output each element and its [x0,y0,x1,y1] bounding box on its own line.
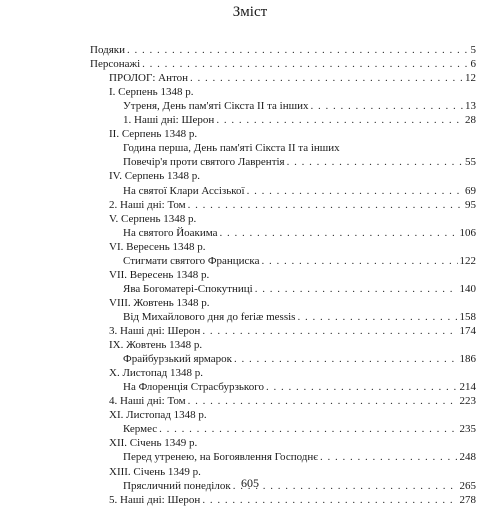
toc-entry [109,296,476,310]
toc-entry-page: 248 [459,451,476,464]
toc-entry [123,254,476,268]
toc-entry [123,450,476,464]
toc-entry-label: Утреня, День пам'яті Сікста II та інших [123,100,309,113]
toc-entry-label: 2. Наші дні: Том [109,198,186,211]
toc-entry-label: II. Серпень 1348 р. [109,128,198,141]
toc-entry-label: Ява Богоматері-Спокутниці [123,282,253,295]
toc-entry-label: На Флоренція Страсбурзького [123,381,264,394]
toc-entry-label: XI. Листопад 1348 р. [109,409,207,422]
toc-entry-label: Персонажі [90,58,141,71]
toc-entry-page: 69 [465,184,476,197]
toc-entry-page: 55 [465,156,476,169]
toc-entry-label: VI. Вересень 1348 р. [109,240,206,253]
dot-leader [287,155,463,169]
toc-entry-label: Фрайбурзький ярмарок [123,353,233,366]
toc-entry [109,71,476,85]
toc-entry [90,57,476,71]
dot-leader [190,71,463,85]
toc-entry-label: I. Серпень 1348 р. [109,86,194,99]
toc-entry-page: 28 [465,114,476,127]
toc-entry-label: IX. Жовтень 1348 р. [109,339,203,352]
dot-leader [188,394,458,408]
toc-entry [109,338,476,352]
toc-entry [109,212,476,226]
toc-entry-page: 5 [470,44,476,56]
toc-entry-page: 223 [459,395,476,408]
toc-entry [123,352,476,366]
page-title: Зміст [232,4,268,20]
toc-entry [109,394,476,408]
dot-leader [220,226,458,240]
toc-entry-page: 235 [459,423,476,436]
toc-entry [123,141,476,155]
toc-entry-label: 1. Наші дні: Шерон [123,114,215,127]
toc-entry-label: На святої Клари Ассізької [123,184,245,197]
toc-entry-label: Подяки [90,44,126,56]
toc-entry-label: Прясличний понеділок [123,479,231,492]
toc-entry-label: VIII. Жовтень 1348 р. [109,296,210,309]
toc-entry-label: Повечір'я проти святого Лаврентія [123,156,285,169]
toc-entry-page: 214 [459,381,476,394]
toc-entry [109,85,476,99]
dot-leader [142,57,468,71]
dot-leader [255,282,458,296]
toc-entry-page: 95 [465,198,476,211]
toc-entry-page: 140 [459,282,476,295]
dot-leader [311,99,464,113]
dot-leader [159,422,457,436]
toc-entry-page: 174 [459,325,476,337]
dot-leader [247,184,463,198]
toc-entry [90,43,476,57]
toc-entry-page: 158 [459,310,476,323]
toc-entry [123,113,476,127]
toc-entry-page: 106 [459,226,476,239]
dot-leader [234,352,457,366]
toc-entry-page: 12 [465,72,476,85]
toc-entry-label: 4. Наші дні: Том [109,395,186,408]
toc-entry-page: 13 [465,100,476,113]
toc-entry [109,198,476,212]
toc-entry-page: 278 [459,493,476,506]
toc-entry [109,408,476,422]
toc-entry-label: Перед утренею, на Богоявлення Господнє [123,451,318,464]
toc-entry-label: 3. Наші дні: Шерон [109,325,201,337]
dot-leader [127,43,468,57]
dot-leader [320,450,458,464]
dot-leader [266,380,458,394]
toc-entry-page: 6 [470,58,476,71]
toc-entry-label: Стигмати святого Франциска [123,254,260,267]
toc-entry-label: IV. Серпень 1348 р. [109,170,200,183]
toc-entry [109,366,476,380]
dot-leader [262,254,458,268]
toc-entry-label: V. Серпень 1348 р. [109,212,197,225]
toc-entry [123,310,476,324]
toc-entry [123,99,476,113]
toc-entry [109,169,476,183]
toc-entry [123,155,476,169]
toc-entry [123,184,476,198]
toc-entry-label: Кермес [123,423,158,436]
toc-entry [109,436,476,450]
toc-entry-label: XII. Січень 1349 р. [109,437,198,450]
toc-entry-label: ПРОЛОГ: Антон [109,72,189,85]
dot-leader [297,310,457,324]
toc-entry-label: На святого Йоакима [123,226,218,239]
toc-entry-page: 265 [459,479,476,492]
toc-entry [123,282,476,296]
dot-leader [216,113,463,127]
toc-entry [109,324,476,338]
toc-entry [109,240,476,254]
toc-entry [109,268,476,282]
toc-entry-page: 122 [459,254,476,267]
toc-entry [109,127,476,141]
toc-entry-label: XIII. Січень 1349 р. [109,465,201,478]
toc-entry-page: 186 [459,353,476,366]
toc-entry [123,422,476,436]
toc-entry-label: Година перша, День пам'яті Сікста II та інших [123,142,340,155]
toc-entry-label: 5. Наші дні: Шерон [109,493,201,506]
toc-entry [123,226,476,240]
dot-leader [202,324,457,338]
dot-leader [188,198,463,212]
toc-entry-label: VII. Вересень 1348 р. [109,268,210,281]
page-number-footer: 605 [241,476,259,490]
toc-entry [123,380,476,394]
toc-entry-label: X. Листопад 1348 р. [109,367,203,380]
toc-entry-label: Від Михайлового дня до feriæ messis [123,310,296,323]
